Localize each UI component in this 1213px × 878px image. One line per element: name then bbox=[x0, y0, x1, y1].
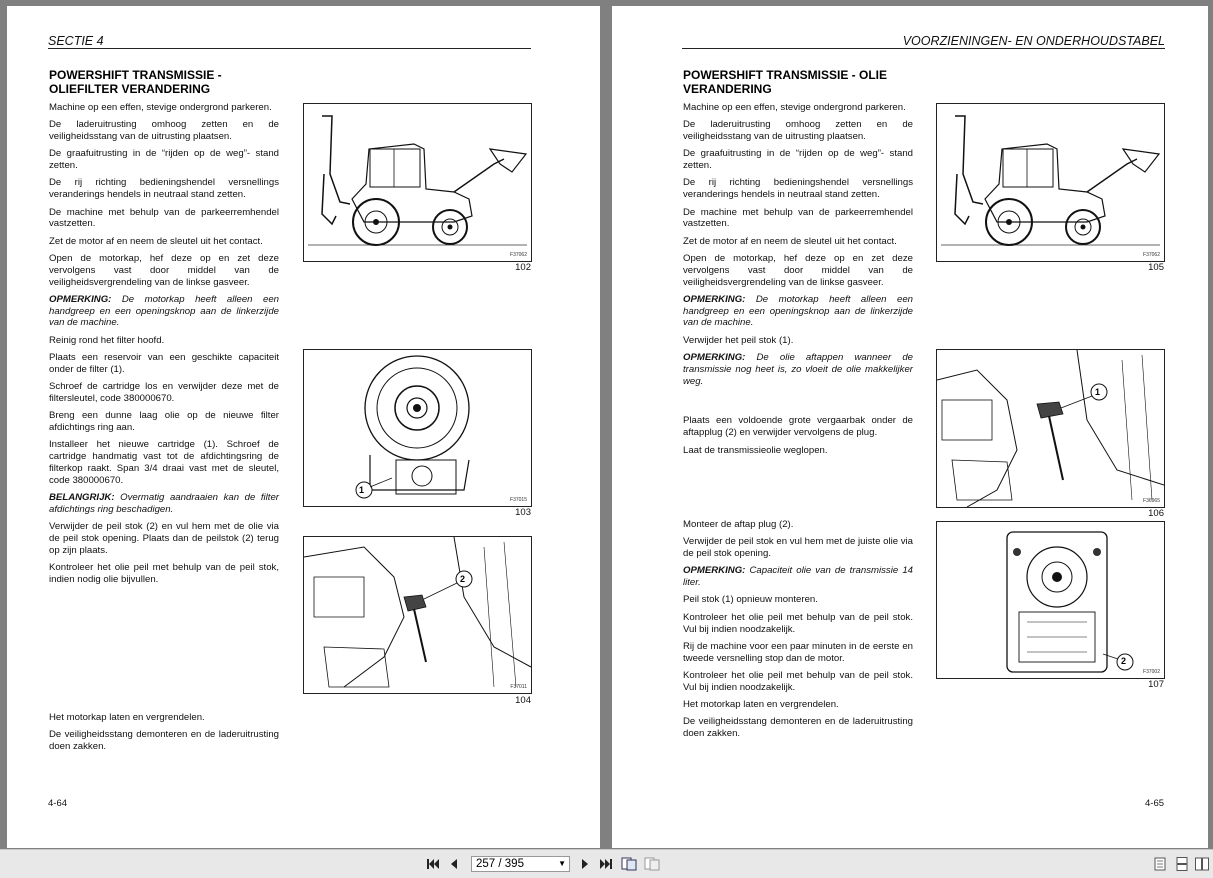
dipstick-illustration bbox=[304, 537, 531, 693]
prev-page-icon[interactable] bbox=[446, 856, 462, 872]
instruction-paragraph bbox=[49, 335, 279, 347]
paragraph-text: Kontroleer het olie peil met behulp van de peil stok, indien nodig olie bijvullen. bbox=[49, 562, 279, 585]
figure-dipstick-removal bbox=[936, 349, 1165, 508]
paragraph-text: Zet de motor af en neem de sleutel uit het contact. bbox=[49, 235, 263, 247]
paragraph-text: Verwijder de peil stok (2) en vul hem met de olie via de peil stok opening. Plaats dan de peilstok (2) terug op zijn plaats. bbox=[49, 521, 279, 556]
section-title: POWERSHIFT TRANSMISSIE - OLIEFILTER VERANDERING bbox=[49, 68, 222, 96]
figure-number: 107 bbox=[1148, 679, 1164, 690]
paragraph-text: Capaciteit olie van de transmissie 14 liter. bbox=[683, 565, 913, 589]
dropdown-arrow-icon: ▼ bbox=[558, 859, 566, 868]
instruction-paragraph bbox=[683, 177, 913, 201]
dipstick-removal-illustration bbox=[937, 350, 1164, 507]
note-paragraph bbox=[49, 492, 279, 516]
paragraph-text: Kontroleer het olie peil met behulp van de peil stok. Vul bij indien noodzakelijk. bbox=[683, 611, 913, 635]
figure-code: F37002 bbox=[1143, 669, 1160, 675]
back-view-icon[interactable] bbox=[620, 856, 638, 872]
paragraph-text: De motorkap heeft alleen een handgreep en een openingsknop aan de linkerzijde van de machine. bbox=[49, 293, 279, 329]
instruction-paragraph bbox=[683, 594, 913, 606]
instruction-paragraph bbox=[49, 207, 279, 231]
backhoe-loader-illustration bbox=[304, 104, 531, 261]
note-label: OPMERKING: bbox=[683, 352, 746, 364]
continuous-view-icon[interactable] bbox=[1174, 856, 1190, 872]
figure-number: 106 bbox=[1148, 508, 1164, 519]
figure-dipstick bbox=[303, 536, 532, 694]
paragraph-text: Zet de motor af en neem de sleutel uit het contact. bbox=[683, 235, 897, 247]
note-label: OPMERKING: bbox=[683, 565, 746, 577]
instruction-paragraph bbox=[683, 536, 913, 560]
instruction-column bbox=[683, 102, 913, 462]
paragraph-text: De laderuitrusting omhoog zetten en de veiligheidsstang van de uitrusting plaatsen. bbox=[49, 119, 279, 143]
paragraph-text: Plaats een reservoir van een geschikte capaciteit onder de filter (1). bbox=[49, 352, 279, 375]
first-page-icon[interactable] bbox=[424, 856, 442, 872]
instruction-paragraph bbox=[683, 445, 913, 457]
paragraph-text: Machine op een effen, stevige ondergrond parkeren. bbox=[683, 102, 906, 113]
paragraph-text: De veiligheidsstang demonteren en de laderuitrusting doen zakken. bbox=[49, 729, 279, 753]
callout-number: 1 bbox=[359, 485, 365, 495]
note-label: OPMERKING: bbox=[49, 293, 112, 305]
instruction-paragraph bbox=[683, 612, 913, 636]
page-number-select[interactable] bbox=[471, 856, 570, 872]
figure-code: F36965 bbox=[1143, 498, 1160, 504]
instruction-column-end bbox=[683, 519, 913, 745]
paragraph-text: Open de motorkap, hef deze op en zet deze vervolgens vast door middel van de veiligheidsvergrendeling van de linkse gasveer. bbox=[683, 252, 913, 288]
note-paragraph bbox=[49, 294, 279, 329]
instruction-column-end bbox=[49, 712, 279, 758]
viewer-toolbar bbox=[0, 849, 1213, 878]
figure-number: 102 bbox=[515, 262, 531, 273]
instruction-paragraph bbox=[683, 699, 913, 711]
figure-transmission-filter bbox=[303, 349, 532, 507]
callout-number: 2 bbox=[1121, 656, 1127, 666]
instruction-paragraph bbox=[49, 381, 279, 405]
paragraph-text: De rij richting bedieningshendel versnellings veranderings hendels in neutraal stand zetten. bbox=[683, 177, 913, 201]
next-page-icon[interactable] bbox=[577, 856, 593, 872]
instruction-paragraph bbox=[49, 352, 279, 376]
paragraph-text: Schroef de cartridge los en verwijder deze met de filtersleutel, code 380000670. bbox=[49, 381, 279, 404]
paragraph-text: Plaats een voldoende grote vergaarbak onder de aftapplug (2) en verwijder vervolgens de plug. bbox=[683, 415, 913, 439]
instruction-paragraph bbox=[49, 177, 279, 201]
drain-plug-illustration bbox=[937, 522, 1164, 678]
paragraph-text: Installeer het nieuwe cartridge (1). Schroef de cartridge handmatig vast tot de afdichtingsring de filterkop raakt. Span 3/4 draai vast met de sleutel, code 380000670. bbox=[49, 439, 279, 486]
paragraph-text: Reinig rond het filter hoofd. bbox=[49, 334, 165, 346]
instruction-paragraph bbox=[49, 102, 279, 114]
page-number-value: 257 / 395 bbox=[476, 858, 524, 870]
callout-number: 1 bbox=[1095, 387, 1101, 397]
instruction-paragraph bbox=[683, 207, 913, 231]
section-title: POWERSHIFT TRANSMISSIE - OLIE VERANDERING bbox=[683, 68, 888, 96]
page-number: 4-64 bbox=[48, 798, 68, 809]
figure-number: 103 bbox=[515, 507, 531, 518]
instruction-paragraph bbox=[49, 521, 279, 556]
instruction-paragraph bbox=[683, 670, 913, 694]
paragraph-text: De rij richting bedieningshendel versnellings veranderings hendels in neutraal stand zetten. bbox=[49, 177, 279, 201]
instruction-paragraph bbox=[683, 253, 913, 288]
paragraph-text: De veiligheidsstang demonteren en de laderuitrusting doen zakken. bbox=[683, 716, 913, 740]
note-paragraph bbox=[683, 294, 913, 329]
section-header: SECTIE 4 bbox=[48, 34, 104, 48]
figure-code: F37015 bbox=[510, 497, 527, 503]
instruction-paragraph bbox=[683, 519, 913, 531]
instruction-paragraph bbox=[49, 439, 279, 486]
instruction-paragraph bbox=[683, 335, 913, 347]
page-number: 4-65 bbox=[1145, 798, 1165, 809]
figure-code: F37062 bbox=[1143, 252, 1160, 258]
page-left bbox=[7, 6, 600, 848]
instruction-paragraph bbox=[49, 562, 279, 586]
paragraph-text: Overmatig aandraaien kan de filter afdichtings ring beschadigen. bbox=[49, 492, 279, 515]
figure-code: F37011 bbox=[510, 684, 527, 690]
paragraph-text: De machine met behulp van de parkeerremhendel vastzetten. bbox=[49, 206, 279, 230]
callout-number: 2 bbox=[460, 574, 466, 584]
figure-drain-plug bbox=[936, 521, 1165, 679]
instruction-paragraph bbox=[49, 253, 279, 288]
instruction-paragraph bbox=[49, 410, 279, 434]
header-rule bbox=[682, 48, 1165, 49]
header-rule bbox=[48, 48, 531, 49]
figure-number: 105 bbox=[1148, 262, 1164, 273]
figure-backhoe-loader bbox=[936, 103, 1165, 262]
last-page-icon[interactable] bbox=[597, 856, 615, 872]
facing-pages-view-icon[interactable] bbox=[1194, 856, 1210, 872]
section-header: VOORZIENINGEN- EN ONDERHOUDSTABEL bbox=[902, 34, 1165, 48]
instruction-paragraph bbox=[683, 148, 913, 172]
paragraph-text: Het motorkap laten en vergrendelen. bbox=[49, 712, 205, 723]
instruction-column bbox=[49, 102, 279, 591]
paragraph-text: Machine op een effen, stevige ondergrond parkeren. bbox=[49, 102, 272, 113]
instruction-paragraph bbox=[49, 729, 279, 753]
instruction-paragraph bbox=[683, 641, 913, 665]
paragraph-text: Monteer de aftap plug (2). bbox=[683, 519, 794, 530]
backhoe-loader-illustration bbox=[937, 104, 1164, 261]
page-right bbox=[612, 6, 1208, 848]
instruction-paragraph bbox=[683, 119, 913, 143]
paragraph-text: De motorkap heeft alleen een handgreep en een openingsknop aan de linkerzijde van de machine. bbox=[683, 293, 913, 329]
instruction-paragraph bbox=[49, 119, 279, 143]
paragraph-text: Het motorkap laten en vergrendelen. bbox=[683, 699, 839, 711]
paragraph-text: De laderuitrusting omhoog zetten en de veiligheidsstang van de uitrusting plaatsen. bbox=[683, 119, 913, 143]
paragraph-text: Peil stok (1) opnieuw monteren. bbox=[683, 594, 818, 606]
instruction-paragraph bbox=[49, 148, 279, 172]
note-paragraph bbox=[683, 565, 913, 589]
instruction-paragraph bbox=[49, 712, 279, 724]
instruction-paragraph bbox=[683, 415, 913, 439]
instruction-paragraph bbox=[49, 236, 279, 248]
paragraph-text: Kontroleer het olie peil met behulp van de peil stok. Vul bij indien noodzakelijk. bbox=[683, 669, 913, 693]
paragraph-text: Open de motorkap, hef deze op en zet deze vervolgens vast door middel van de veiligheidsvergrendeling van de linkse gasveer. bbox=[49, 252, 279, 288]
paragraph-text: Breng een dunne laag olie op de nieuwe filter afdichtings ring aan. bbox=[49, 410, 279, 434]
instruction-paragraph bbox=[683, 236, 913, 248]
paragraph-text: Verwijder het peil stok (1). bbox=[683, 334, 794, 346]
transmission-filter-illustration bbox=[304, 350, 531, 506]
instruction-paragraph bbox=[683, 716, 913, 740]
figure-code: F37062 bbox=[510, 252, 527, 258]
forward-view-icon[interactable] bbox=[643, 856, 661, 872]
paragraph-text: De graafuitrusting in de “rijden op de weg”- stand zetten. bbox=[49, 148, 279, 172]
note-paragraph bbox=[683, 352, 913, 387]
instruction-paragraph bbox=[683, 102, 913, 114]
note-label: BELANGRIJK: bbox=[49, 492, 115, 504]
paragraph-text: Verwijder de peil stok en vul hem met de juiste olie via de peil stok opening. bbox=[683, 536, 913, 560]
paragraph-text: De olie aftappen wanneer de transmissie nog heet is, zo vloeit de olie makkelijker weg. bbox=[683, 352, 913, 387]
paragraph-text: De graafuitrusting in de “rijden op de weg”- stand zetten. bbox=[683, 148, 913, 172]
paragraph-text: Laat de transmissieolie weglopen. bbox=[683, 444, 828, 456]
single-page-view-icon[interactable] bbox=[1152, 856, 1168, 872]
figure-backhoe-loader bbox=[303, 103, 532, 262]
paragraph-text: Rij de machine voor een paar minuten in de eerste en tweede versnelling stop dan de motor. bbox=[683, 640, 913, 664]
paragraph-text: De machine met behulp van de parkeerremhendel vastzetten. bbox=[683, 206, 913, 230]
figure-number: 104 bbox=[515, 695, 531, 706]
note-label: OPMERKING: bbox=[683, 293, 746, 305]
